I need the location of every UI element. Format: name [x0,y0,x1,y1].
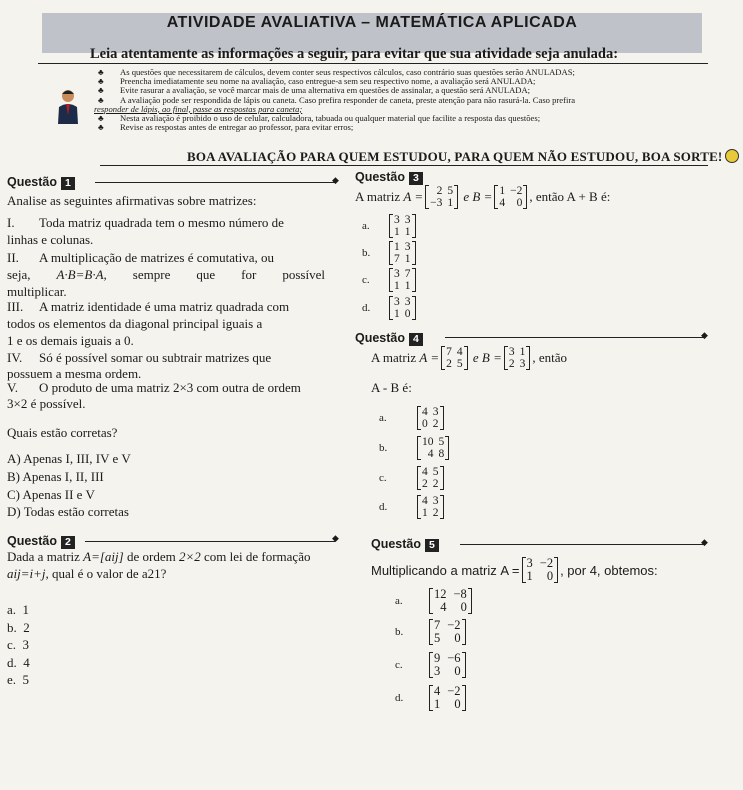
question-2-title: Questão 2 [7,534,75,549]
diamond-icon: ◆ [701,330,708,340]
divider [445,337,705,338]
item-text: seja, A·B=B·A, sempre que for possível [7,267,325,282]
answer-option[interactable]: b. 10 5 4 8 [379,436,451,460]
divider [38,63,708,64]
matrix-a: 7 4 2 5 [441,346,468,370]
question-4-stem: A matriz A = 7 4 2 5 e B = 3 1 2 3 , então [371,346,568,370]
question-4-stem: A - B é: [371,380,412,395]
option-matrix: 7 −2 5 0 [429,619,466,645]
option-matrix: 10 5 4 8 [417,436,449,460]
divider [95,182,335,183]
list-item: ♣ A avaliação pode ser respondida de lápis ou caneta. Caso prefira responder de caneta, preste atenção para não rasurá-la. Caso prefira [98,94,576,105]
item-text: linhas e colunas. [7,232,94,247]
item-text: possuem a mesma ordem. [7,366,142,381]
question-5-title: Questão 5 [371,537,439,552]
matrix-b: 3 1 2 3 [504,346,531,370]
answer-option[interactable]: b. 1 3 7 1 [362,241,418,265]
question-1-stem: Analise as seguintes afirmativas sobre matrizes: [7,193,257,208]
question-4-title: Questão 4 [355,331,423,346]
option-matrix: 3 7 1 1 [389,268,416,292]
list-item: ♣ Preencha imediatamente seu nome na avaliação, caso entregue-a sem seu respectivo nome, a avaliação será ANULADA; [98,76,536,87]
instruction-list [94,67,708,133]
divider [460,544,705,545]
option-matrix: 4 3 0 2 [417,406,444,430]
question-3-title: Questão 3 [355,170,423,185]
answer-option[interactable]: B) Apenas I, II, III [7,469,104,484]
item-text: A multiplicação de matrizes é comutativa, ou [39,250,275,265]
item-text: todos os elementos da diagonal principal iguais a [7,316,263,331]
item-number: I. [7,215,15,230]
item-text: 3×2 é possível. [7,396,86,411]
answer-option[interactable]: d. 4 [7,655,30,670]
answer-option[interactable]: d. 4 −2 1 0 [395,685,468,711]
item-text: multiplicar. [7,284,67,299]
answer-option[interactable]: b. 7 −2 5 0 [395,619,468,645]
option-matrix: 3 3 1 1 [389,214,416,238]
answer-option[interactable]: a. 4 3 0 2 [379,406,446,430]
option-matrix: 12 −8 4 0 [429,588,472,614]
answer-option[interactable]: C) Apenas II e V [7,487,95,502]
answer-option[interactable]: d. 4 3 1 2 [379,495,446,519]
question-2-stem: aij=i+j, qual é o valor de a21? [7,566,167,581]
diamond-icon: ◆ [701,537,708,547]
question-2-stem: Dada a matriz A=[aij] de ordem 2×2 com lei de formação [7,549,311,564]
answer-option[interactable]: a. 1 [7,602,30,617]
question-1-ask: Quais estão corretas? [7,425,118,440]
answer-option[interactable]: a. 12 −8 4 0 [395,588,474,614]
answer-option[interactable]: A) Apenas I, III, IV e V [7,451,131,466]
item-number: II. [7,250,19,265]
item-number: IV. [7,350,23,365]
answer-option[interactable]: e. 5 [7,672,30,687]
divider [100,165,708,166]
question-3-stem: A matriz A = 2 5 −3 1 e B = 1 −2 4 0 , então A + B é: [355,185,611,209]
diamond-icon: ◆ [332,175,339,185]
item-number: V. [7,380,18,395]
divider [85,541,335,542]
item-text: 1 e os demais iguais a 0. [7,333,134,348]
intro-text: Leia atentamente as informações a seguir, para evitar que sua atividade seja anulada: [90,46,619,62]
item-number: III. [7,299,24,314]
answer-option[interactable]: b. 2 [7,620,30,635]
list-item: ♣ Evite rasurar a avaliação, se você marcar mais de uma alternativa em questões de assinalar, a questão será ANULADA; [98,85,531,96]
question-1-title: Questão 1 [7,175,75,190]
closing-message: BOA AVALIAÇÃO PARA QUEM ESTUDOU, PARA QUEM NÃO ESTUDOU, BOA SORTE! [187,149,739,165]
answer-option[interactable]: D) Todas estão corretas [7,504,129,519]
option-matrix: 4 3 1 2 [417,495,444,519]
option-matrix: 3 3 1 0 [389,296,416,320]
option-matrix: 1 3 7 1 [389,241,416,265]
smiley-icon [725,149,739,163]
list-item: responder de lápis, ao final, passe as respostas para caneta; [94,103,303,114]
list-item: ♣ Nesta avaliação é proibido o uso de celular, calculadora, tabuada ou qualquer material que facilite a resposta das questões; [98,113,541,124]
item-text: A matriz identidade é uma matriz quadrada com [39,299,290,314]
answer-option[interactable]: c. 9 −6 3 0 [395,652,468,678]
item-text: Só é possível somar ou subtrair matrizes que [39,350,272,365]
option-matrix: 4 −2 1 0 [429,685,466,711]
teacher-icon [55,88,81,124]
option-matrix: 9 −6 3 0 [429,652,466,678]
list-item: ♣ Revise as respostas antes de entregar ao professor, para evitar erros; [98,122,354,133]
item-text: O produto de uma matriz 2×3 com outra de ordem [39,380,301,395]
list-item: ♣ As questões que necessitarem de cálculos, devem conter seus respectivos cálculos, caso contrário suas questões serão ANULADAS; [98,67,575,77]
item-text: Toda matriz quadrada tem o mesmo número de [39,215,284,230]
answer-option[interactable]: c. 3 7 1 1 [362,268,418,292]
option-matrix: 4 5 2 2 [417,466,444,490]
answer-option[interactable]: c. 3 [7,637,30,652]
answer-option[interactable]: a. 3 3 1 1 [362,214,418,238]
answer-option[interactable]: c. 4 5 2 2 [379,466,446,490]
matrix-a: 2 5 −3 1 [425,185,458,209]
diamond-icon: ◆ [332,533,339,543]
page-title: ATIVIDADE AVALIATIVA – MATEMÁTICA APLICADA [166,14,578,31]
matrix-a: 3 −2 1 0 [522,557,559,583]
matrix-b: 1 −2 4 0 [494,185,527,209]
question-5-stem: Multiplicando a matriz A = 3 −2 1 0 , por 4, obtemos: [371,556,658,583]
answer-option[interactable]: d. 3 3 1 0 [362,296,418,320]
